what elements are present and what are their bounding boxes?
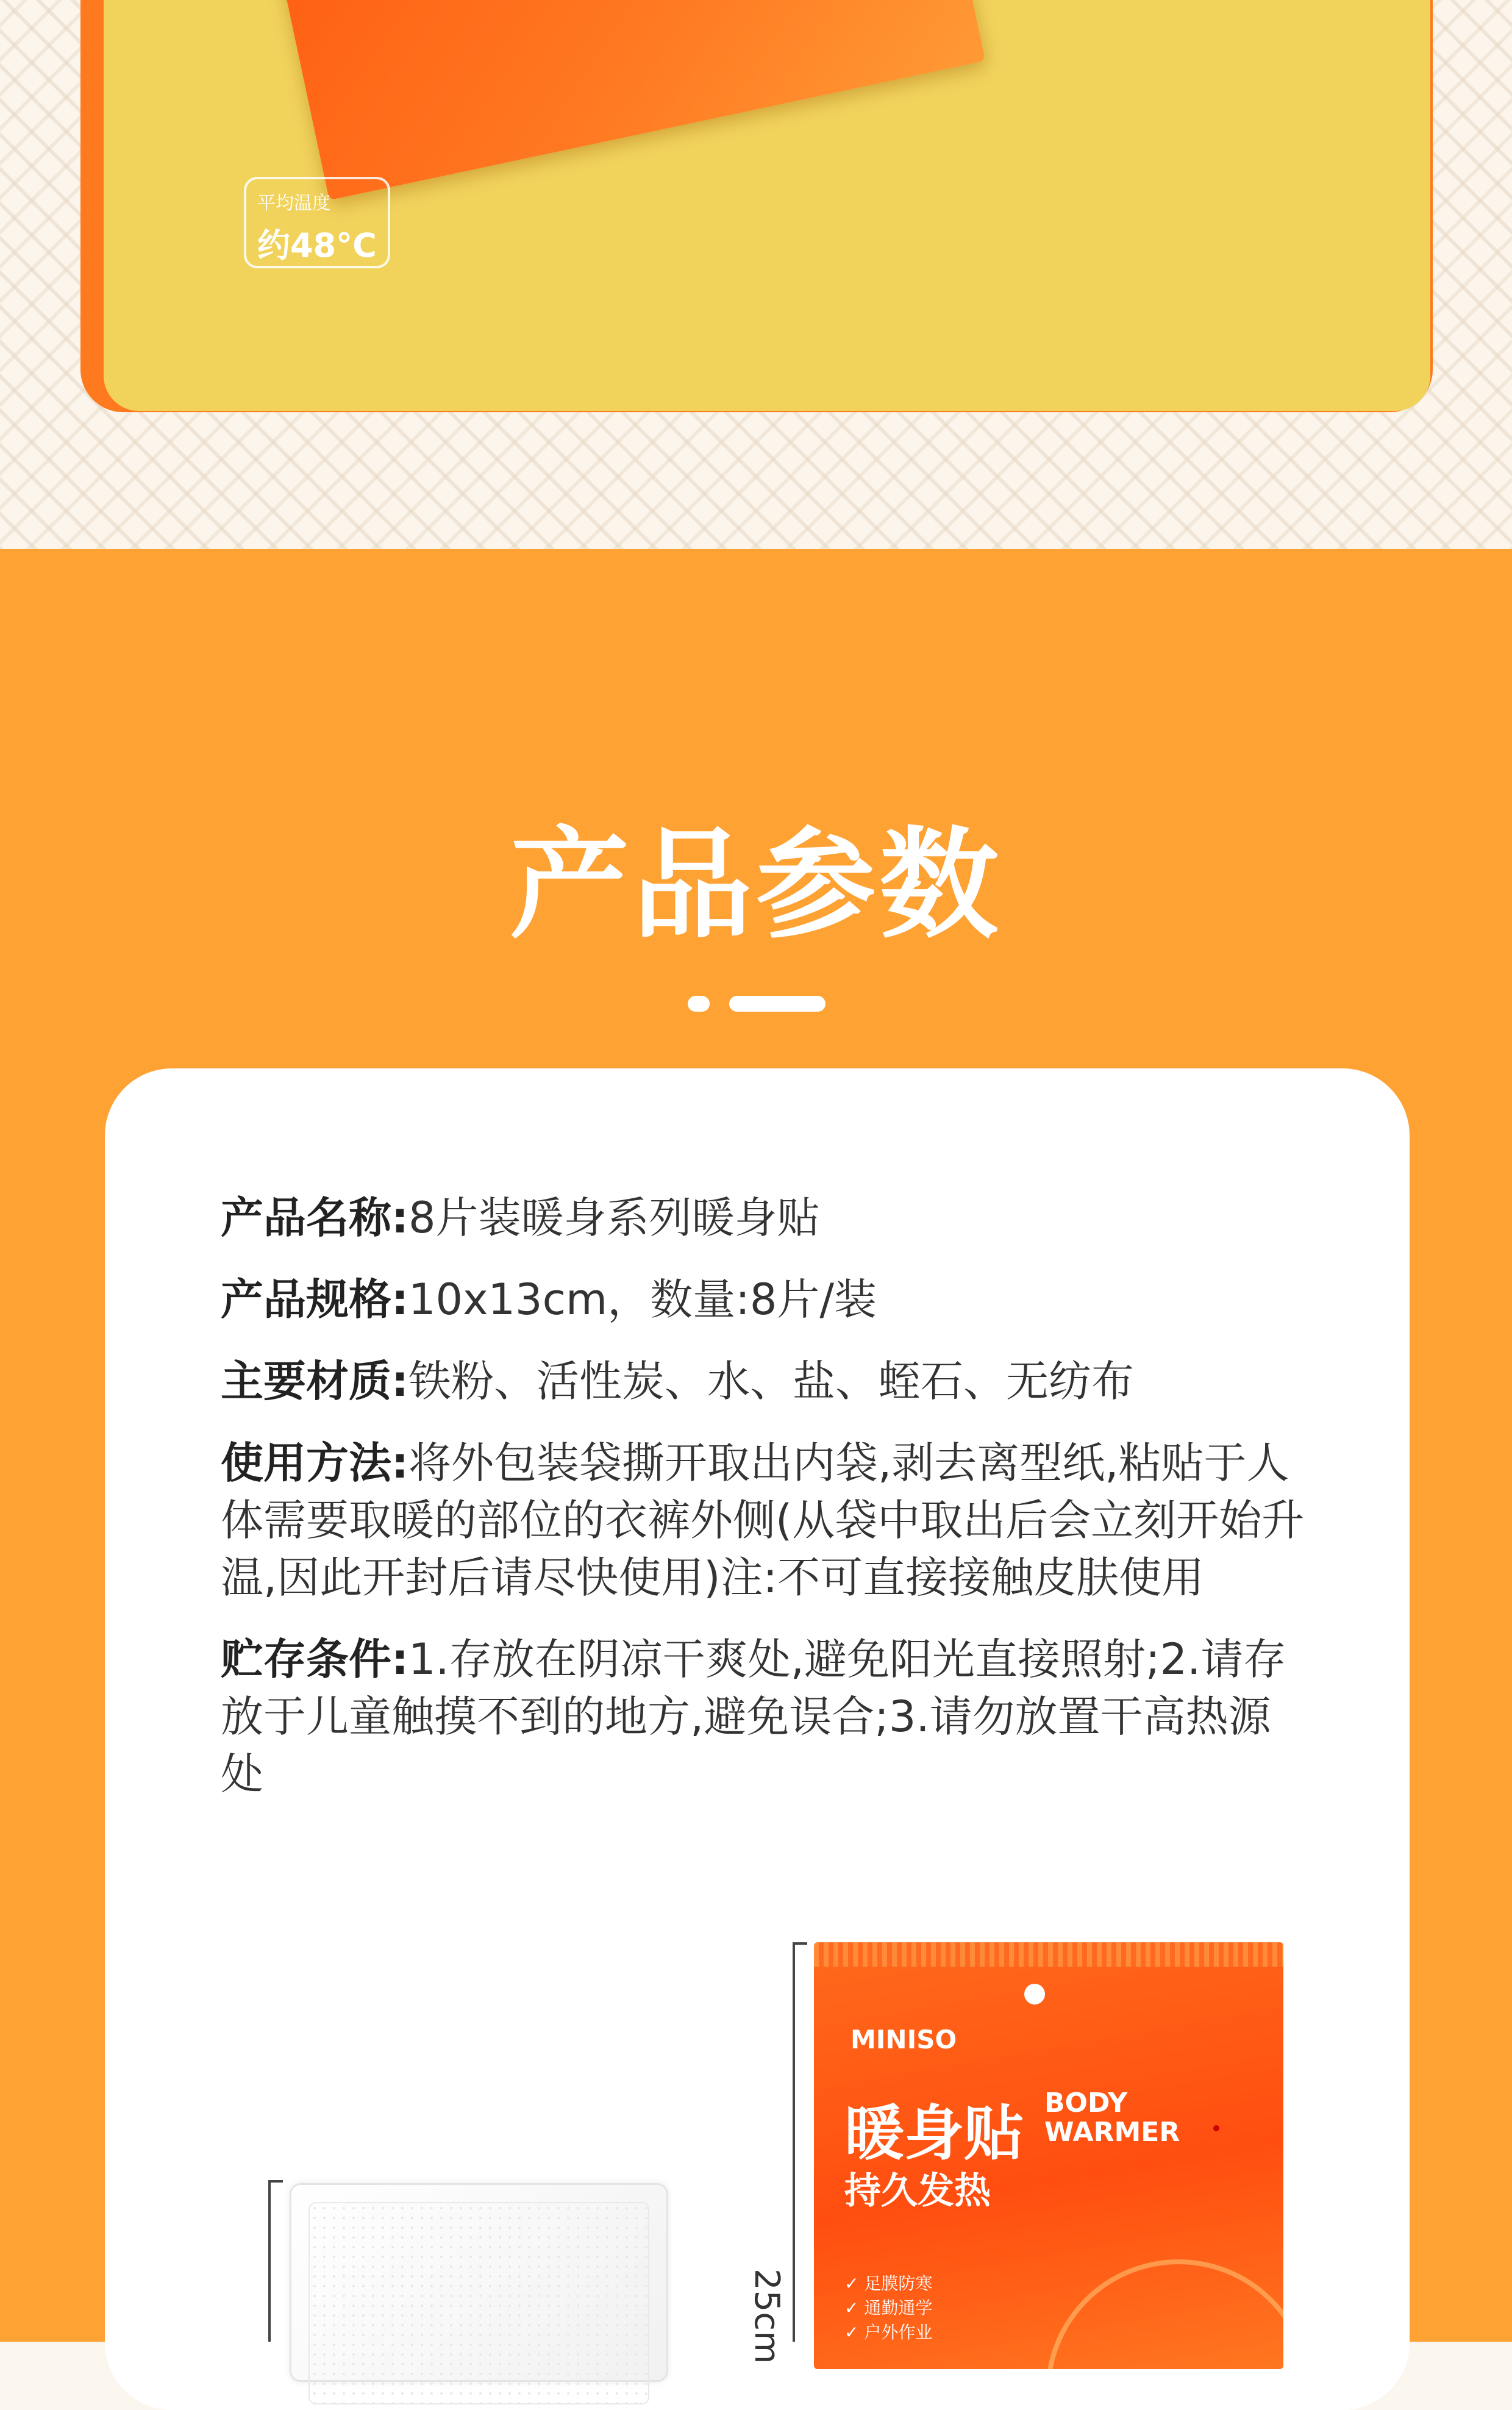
warmer-pad-image (290, 2183, 668, 2382)
package-title-en (1044, 2089, 1180, 2147)
temperature-badge (244, 177, 390, 268)
temperature-value: 约48°C (257, 226, 377, 265)
spec-list (221, 1189, 1312, 1827)
spec-value: 10x13cm，数量:8片/装 (408, 1275, 877, 1325)
spec-value: 铁粉、活性炭、水、盐、蛭石、无纺布 (408, 1356, 1134, 1406)
spec-row-name (221, 1189, 1312, 1246)
package-feature: ✓ 足膜防寒 (844, 2273, 933, 2294)
title-underline-dot (688, 996, 710, 1012)
package-dot (1213, 2125, 1219, 2131)
package-dimension-tick (793, 1942, 807, 1945)
package-circle-graphic (1046, 2259, 1283, 2369)
package-title: 暖身贴 (844, 2099, 1024, 2169)
brand-logo: MINISO (850, 2025, 957, 2054)
spec-value: 8片装暖身系列暖身贴 (408, 1193, 820, 1243)
package-seal (814, 1942, 1283, 1967)
temperature-label: 平均温度 (257, 193, 330, 214)
package-height-label: 25cm (747, 2269, 786, 2364)
pad-dimension-line (268, 2180, 271, 2342)
spec-key: 主要材质: (221, 1356, 408, 1406)
spec-value: 将外包装袋撕开取出内袋,剥去离型纸,粘贴于人体需要取暖的部位的衣裤外侧(从袋中取出后会立刻开始升温,因此开封后请尽快使用)注:不可直接接触皮肤使用 (221, 1438, 1305, 1603)
package-feature: ✓ 通勤通学 (844, 2298, 933, 2318)
spec-key: 产品名称: (221, 1193, 408, 1243)
hang-hole (1024, 1984, 1045, 2004)
spec-key: 产品规格: (221, 1275, 408, 1325)
spec-row-material (221, 1353, 1312, 1410)
package-subtitle: 持久发热 (844, 2170, 991, 2212)
package-title-en-2: WARMER (1044, 2117, 1180, 2148)
package-features (844, 2272, 932, 2345)
product-package-image (814, 1942, 1283, 2369)
showcase-image (104, 0, 1430, 411)
package-feature: ✓ 户外作业 (844, 2322, 933, 2342)
spec-row-size (221, 1271, 1312, 1328)
package-title-en-1: BODY (1044, 2087, 1128, 2119)
spec-value: 1.存放在阴凉干爽处,避免阳光直接照射;2.请存放于儿童触摸不到的地方,避免误合;3.请勿放置干高热源处 (221, 1634, 1286, 1799)
section-title: 产品参数 (509, 816, 1002, 955)
spec-row-usage (221, 1434, 1312, 1606)
pad-texture (308, 2202, 649, 2405)
wave-divider (0, 537, 1512, 610)
pad-dimension-tick (268, 2180, 283, 2183)
package-dimension-line (793, 1942, 795, 2342)
spec-key: 贮存条件: (221, 1634, 408, 1684)
title-underline-bar (729, 996, 826, 1012)
heat-pouch-image (259, 0, 985, 200)
spec-row-storage (221, 1631, 1312, 1803)
spec-key: 使用方法: (221, 1438, 408, 1488)
